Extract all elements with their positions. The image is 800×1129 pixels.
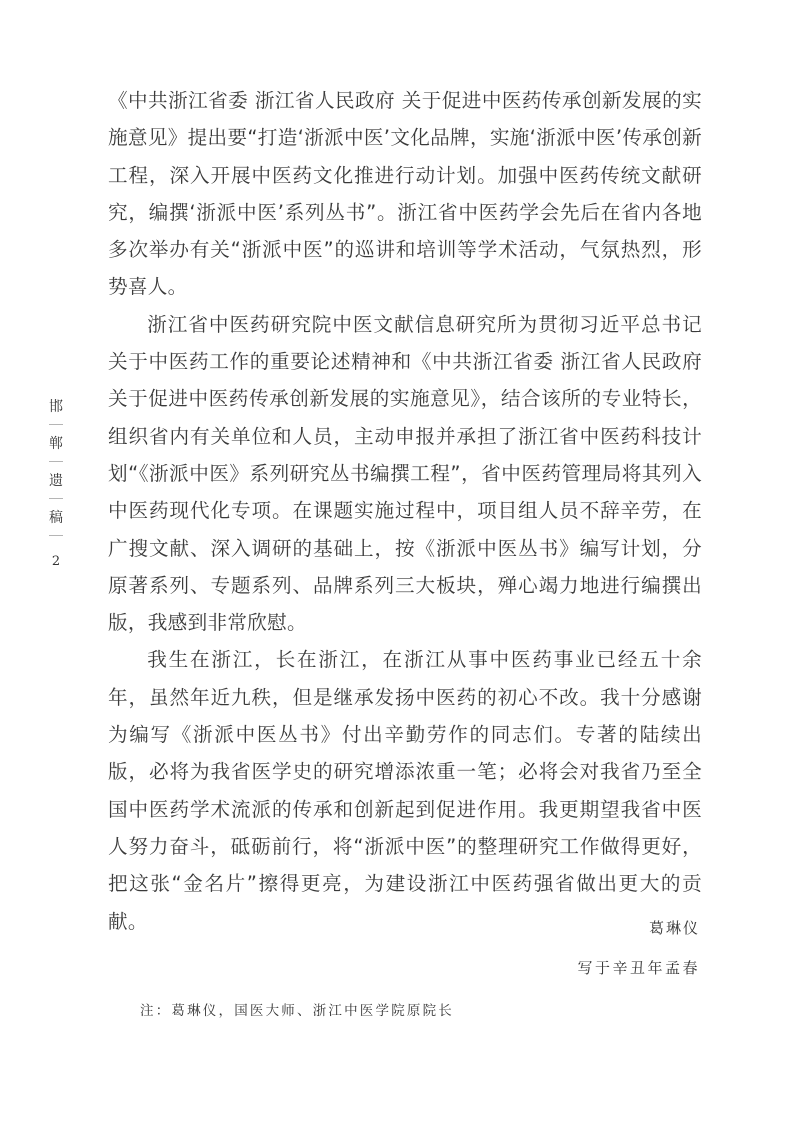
running-header-divider: [49, 424, 63, 425]
running-header-divider: [49, 498, 63, 499]
running-header-divider: [49, 535, 63, 536]
running-header-divider: [49, 461, 63, 462]
body-paragraph-3: 我生在浙江，长在浙江，在浙江从事中医药事业已经五十余年，虽然年近九秩，但是继承发扬中医药的初心不改。我十分感谢为编写《浙派中医丛书》付出辛勤劳作的同志们。专著的陆续出版，必将为我省医学史的研究增添浓重一笔；必将会对我省乃至全国中医药学术流派的传承和创新起到促进作用。我更期望我省中医人努力奋斗，砥砺前行，将“浙派中医”的整理研究工作做得更好，把这张“金名片”擦得更亮，为建设浙江中医药强省做出更大的贡献。: [108, 648, 702, 933]
footnote: 注：葛琳仪，国医大师、浙江中医学院原院长: [140, 1003, 454, 1019]
signature-block: [577, 917, 700, 978]
running-header-char: 邯: [49, 399, 63, 415]
running-header-char: 稿: [49, 510, 63, 526]
signature-author: 葛琳仪: [648, 919, 700, 937]
signature-date: 写于辛丑年孟春: [577, 959, 700, 977]
document-body: [108, 82, 702, 940]
running-header-vertical: [44, 398, 68, 570]
body-paragraph-1: 《中共浙江省委 浙江省人民政府 关于促进中医药传承创新发展的实施意见》提出要“打造‘浙派中医’文化品牌，实施‘浙派中医’传承创新工程，深入开展中医药文化推进行动计划。加强中医药传统文献研究，编撰‘浙派中医’系列丛书”。浙江省中医药学会先后在省内各地多次举办有关“浙派中医”的巡讲和培训等学术活动，气氛热烈，形势喜人。: [108, 89, 702, 299]
body-paragraph-2: 浙江省中医药研究院中医文献信息研究所为贯彻习近平总书记关于中医药工作的重要论述精神和《中共浙江省委 浙江省人民政府 关于促进中医药传承创新发展的实施意见》，结合该所的专业特长，组织省内有关单位和人员，主动申报并承担了浙江省中医药科技计划“《浙派中医》系列研究丛书编撰工程”，省中医药管理局将其列入中医药现代化专项。在课题实施过程中，项目组人员不辞辛劳，在广搜文献、深入调研的基础上，按《浙派中医丛书》编写计划，分原著系列、专题系列、品牌系列三大板块，殚心竭力地进行编撰出版，我感到非常欣慰。: [108, 312, 702, 635]
running-header-char: 郸: [49, 436, 63, 452]
running-header-char: 遗: [49, 473, 63, 489]
page-number: 2: [51, 554, 61, 569]
